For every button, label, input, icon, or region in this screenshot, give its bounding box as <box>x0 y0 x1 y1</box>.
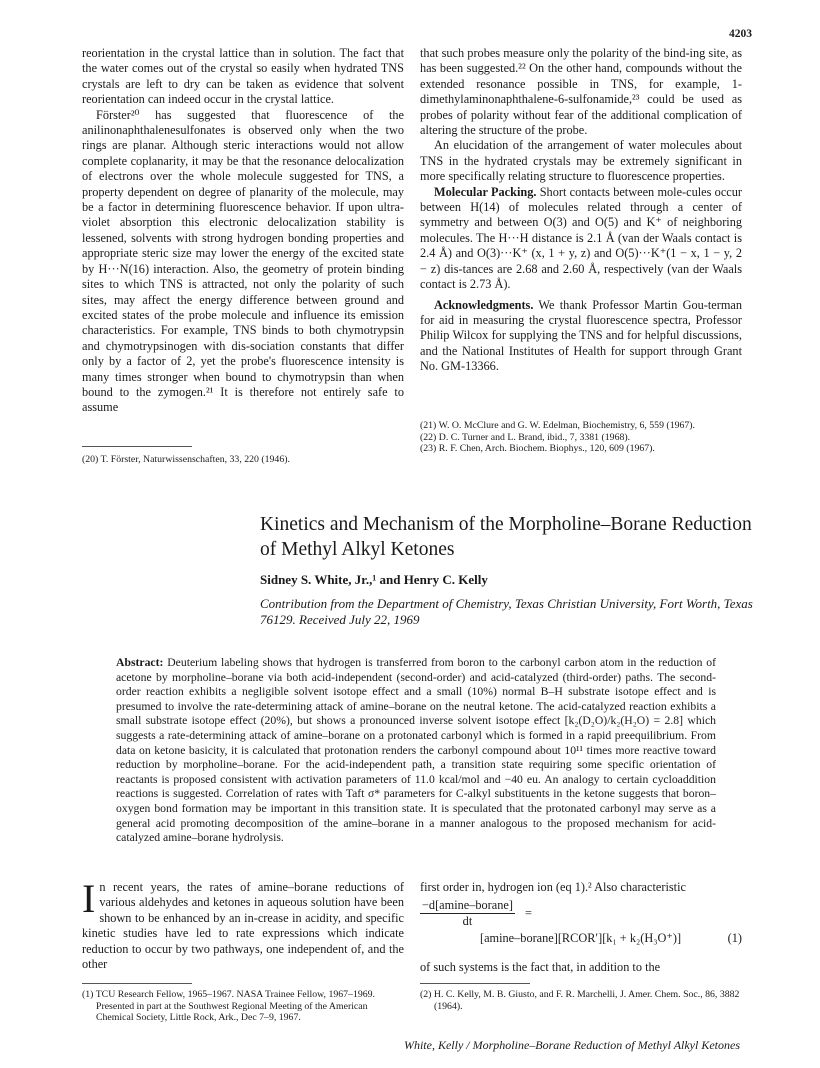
body-right-column <box>420 880 742 895</box>
footnote: (23) R. F. Chen, Arch. Biochem. Biophys., 120, 609 (1967). <box>420 443 655 455</box>
article-authors: Sidney S. White, Jr.,¹ and Henry C. Kelly <box>260 572 488 587</box>
running-footer: White, Kelly / Morpholine–Borane Reduction of Methyl Alkyl Ketones <box>403 1038 740 1052</box>
equation-rhs: [amine–borane][RCOR′][k₁ + k₂(H₃O⁺)] <box>480 931 682 945</box>
paragraph: reorientation in the crystal lattice than in solution. The fact that the water comes out of the crystal so easily when hydrated TNS crystals are left to dry can be taken as evidence that solvent reorientation can indeed occur in the crystal lattice. <box>82 46 404 107</box>
footnote-rule <box>420 983 530 984</box>
body-right-column-cont <box>420 960 742 975</box>
footnote: (2) H. C. Kelly, M. B. Giusto, and F. R. Marchelli, J. Amer. Chem. Soc., 86, 3882 (1964). <box>420 989 740 1012</box>
footnotes-left <box>82 454 404 466</box>
paragraph <box>420 185 742 293</box>
paragraph-text: We thank Professor Martin Gou-terman for aid in measuring the crystal fluorescence spectra, Professor Philip Wilcox for supplying the TNS and for helpful discussions, and the National Institutes of Health for support through Grant No. GM-13366. <box>420 297 742 374</box>
abstract-label: Abstract: <box>116 656 164 669</box>
abstract <box>116 656 716 846</box>
footnotes-body-left <box>82 989 404 1024</box>
footnotes-body-right <box>420 989 742 1012</box>
footnote: (20) T. Förster, Naturwissenschaften, 33, 220 (1946). <box>82 454 290 465</box>
abstract-text: Deuterium labeling shows that hydrogen is transferred from boron to the carbonyl carbon atom in the reduction of acetone by morpholine–borane via both acid-independent (second-order) and acid-catalyzed (third-order) paths. The second-order reaction exhibits a negligible solvent isotope effect and a small (10%) normal B–H substrate isotope effect and is presumed to involve the rate-determining attack of amine–borane on the neutral ketone. The acid-catalyzed reaction exhibits a small substrate isotope effect (20%), but shows a pronounced inverse solvent isotope effect [k₂(D₂O)/k₂(H₂O) = 2.8] which suggests a rate-determining attack of amine–borane on a protonated carbonyl which is formed in a rapid preequilibrium. From data on ketone basicity, it is calculated that protonation renders the carbonyl compound about 10¹¹ times more reactive toward reduction by morpholine–borane. For the acid-independent path, a transition state requiring some specific orientation of reactants is proposed consistent with activation parameters of 11.0 kcal/mol and −40 eu. An analogy to certain cycloaddition reactions is suggested. Correlation of rates with Taft σ* parameters for C-alkyl substituents in the ketone suggests that boron–oxygen bond formation may be important in this transition state. It is speculated that the protonated carbonyl may serve as a general acid promoting decomposition of the amine–borane in a manner analogous to the proposed mechanism for acid-catalyzed amine–borane hydrolysis. <box>116 656 716 845</box>
drop-cap: I <box>82 876 96 921</box>
footnote-rule <box>82 446 192 447</box>
equals-sign: = <box>524 906 532 920</box>
equation-1 <box>420 898 742 946</box>
paragraph <box>420 298 742 375</box>
paragraph: An elucidation of the arrangement of water molecules about TNS in the hydrated crystals may be extremely significant in more specifically relating structure to fluorescence properties. <box>420 138 742 184</box>
equation-lhs <box>420 898 742 929</box>
body-left-column <box>82 876 404 972</box>
body-text: n recent years, the rates of amine–borane reductions of various aldehydes and ketones in aqueous solution have been shown to be enhanced by an in-crease in acidity, and specific kinetic studies have led to rate expressions which indicate reduction to occur by two pathways, one independent of, and the other <box>82 880 404 972</box>
body-text: first order in, hydrogen ion (eq 1).² Also characteristic <box>420 880 686 894</box>
left-column-top <box>82 46 404 416</box>
right-column-top <box>420 46 742 375</box>
body-text: of such systems is the fact that, in addition to the <box>420 960 661 974</box>
fraction-numerator: −d[amine–borane] <box>422 898 513 912</box>
section-heading: Molecular Packing. <box>434 184 537 199</box>
footnote: (22) D. C. Turner and L. Brand, ibid., 7, 3381 (1968). <box>420 431 631 443</box>
article-affiliation: Contribution from the Department of Chemistry, Texas Christian University, Fort Worth, Texas 76129. Received July 22, 1969 <box>260 596 753 627</box>
paragraph: Förster²⁰ has suggested that fluorescence of the anilinonaphthalenesulfonates is observed only when the two rings are planar. Although steric interactions would not allow complete coplanarity, it may be that the resonance delocalization of electrons over the whole molecule suggested for TNS, a property dependent on degree of planarity of the molecule, may be a factor in determining fluorescence behavior. If upon ultra-violet absorption this electronic delocalization stability is lessened, solvents with strong hydrogen bonding properties and appropriate steric size may lower the energy of the excited state by H···N(16) interaction. Also, the geometry of protein binding sites to which TNS is attracted, not only the polarity of such sites, may affect the energy difference between ground and excited states of the probe molecule and influence its emission characteristics. For example, TNS binds to both chymotrypsin and chymotrypsinogen with dis-sociation constants that differ only by a factor of 2, yet the probe's fluorescence intensity is many times stronger when bound to chymotrypsin than when bound to the zymogen.²¹ It is therefore not entirely safe to assume <box>82 107 404 415</box>
footnote: (21) W. O. McClure and G. W. Edelman, Biochemistry, 6, 559 (1967). <box>420 420 696 431</box>
footnotes-right <box>420 420 742 455</box>
article-title: Kinetics and Mechanism of the Morpholine–Borane Reduction of Methyl Alkyl Ketones <box>260 514 752 560</box>
section-heading: Acknowledgments. <box>434 297 534 312</box>
fraction-denominator: dt <box>462 914 473 928</box>
footnote-rule <box>82 983 192 984</box>
paragraph: that such probes measure only the polarity of the bind-ing site, as has been suggested.²² On the other hand, compounds without the extended resonance possible in TNS, for example, 1-dimethylaminonaphthalene-6-sulfonamide,²³ could be used as probes of polarity without fear of the additional complication of altering the structure of the probe. <box>420 46 742 138</box>
footnote: (1) TCU Research Fellow, 1965–1967. NASA Trainee Fellow, 1967–1969. Presented in part at the Southwest Regional Meeting of the American Chemical Society, Little Rock, Ark., Dec 7–9, 1967. <box>82 989 375 1024</box>
page-number: 4203 <box>729 28 752 40</box>
paragraph-text: Short contacts between mole-cules occur between H(14) of molecules related through a center of symmetry and between O(3) and O(5) and K⁺ of neighboring molecules. The H···H distance is 2.1 Å (van der Waals contact is 2.4 Å) and O(3)···K⁺ (x, 1 + y, z) and O(5)···K⁺(1 − x, 1 − y, 2 − z) dis-tances are 2.68 and 2.60 Å, respectively (van der Waals contact is 2.73 Å). <box>420 184 742 292</box>
equation-label: (1) <box>727 931 742 945</box>
